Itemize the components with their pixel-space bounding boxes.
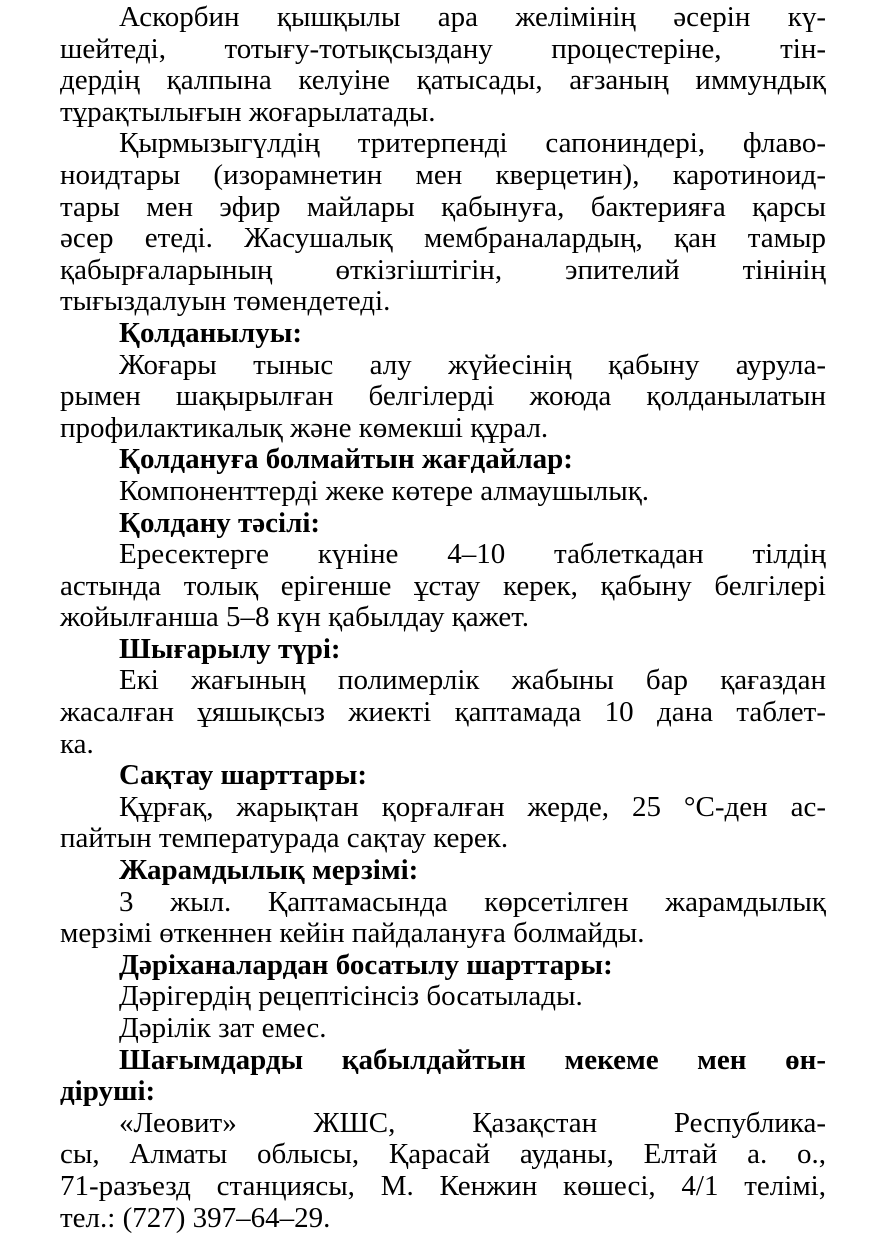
text-line: тары мен эфир майлары қабынуға, бактерияға қарсы [60,190,826,223]
section-heading: Шығарылу түрі: [119,632,341,665]
text-line: Компоненттерді жеке көтере алмаушылық. [119,474,650,507]
text-line: діруші: [60,1075,156,1108]
text-line: Екі жағының полимерлік жабыны бар қағаздан [119,664,826,697]
text-line: ноидтары (изорамнетин мен кверцетин), каротиноид- [60,158,826,191]
text-line: жойылғанша 5–8 күн қабылдау қажет. [60,601,529,634]
text-line: Аскорбин қышқылы ара желімінің әсерін кү- [119,1,826,33]
text-line: сы, Алматы облысы, Қарасай ауданы, Елтай а. о., [60,1138,826,1171]
text-line: 3 жыл. Қаптамасында көрсетілген жарамдылық [119,885,826,918]
text-line: әсер етеді. Жасушалық мембраналардың, қан тамыр [60,222,826,255]
text-line: профилактикалық және көмекші құрал. [60,411,549,444]
text-line: «Леовит» ЖШС, Қазақстан Республика- [119,1106,826,1139]
text-line: дердің қалпына келуіне қатысады, ағзаның иммундық [60,64,826,97]
document-page [60,2,826,1234]
text-line: тығыздалуын төмендетеді. [60,285,391,318]
text-line: пайтын температурада сақтау керек. [60,822,509,855]
section-heading: Дәріханалардан босатылу шарттары: [119,948,613,981]
body-paragraph [60,539,826,634]
text-line: тұрақтылығын жоғарылатады. [60,95,436,128]
text-line: Дәрілік зат емес. [119,1012,327,1044]
text-line: мерзімі өткеннен кейін пайдалануға болмайды. [60,917,645,950]
body-paragraph [60,476,826,508]
section-heading: Сақтау шарттары: [119,759,368,792]
body-paragraph [60,665,826,760]
body-paragraph [60,792,826,855]
text-line: қабырғаларының өткізгіштігін, эпителий тінінің [60,253,826,286]
text-line: 71-разъезд станциясы, М. Кенжин көшесі, 4/1 телімі, [60,1169,826,1202]
section-heading [60,1045,826,1108]
text-line: тел.: (727) 397–64–29. [60,1201,331,1234]
body-paragraph [60,887,826,950]
section-heading: Қолдану тәсілі: [119,506,321,539]
text-line: Ересектерге күніне 4–10 таблеткадан тілдің [119,538,826,571]
text-line: жасалған ұяшықсыз жиекті қаптамада 10 дана таблет- [60,696,826,729]
text-line: Қырмызыгүлдің тритерпенді сапониндері, флаво- [119,127,826,160]
body-paragraph [60,128,826,318]
body-paragraph [60,350,826,445]
text-line: Құрғақ, жарықтан қорғалған жерде, 25 °С-ден ас- [119,790,826,823]
text-line: Жоғары тыныс алу жүйесінің қабыну аурула- [119,348,826,381]
body-paragraph [60,1108,826,1234]
section-heading: Қолдануға болмайтын жағдайлар: [119,443,573,476]
body-paragraph [60,2,826,128]
text-line: шейтеді, тотығу-тотықсыздану процестеріне, тін- [60,32,826,65]
text-line: Шағымдарды қабылдайтын мекеме мен өн- [119,1043,826,1076]
text-line: астында толық ерігенше ұстау керек, қабыну белгілері [60,569,826,602]
body-paragraph [60,1013,826,1045]
body-paragraph [60,981,826,1013]
text-line: ка. [60,727,94,760]
section-heading: Қолданылуы: [119,316,303,349]
text-line: Дәрігердің рецептісінсіз босатылады. [119,980,583,1013]
section-heading: Жарамдылық мерзімі: [119,854,419,887]
text-line: рымен шақырылған белгілерді жоюда қолданылатын [60,380,826,413]
